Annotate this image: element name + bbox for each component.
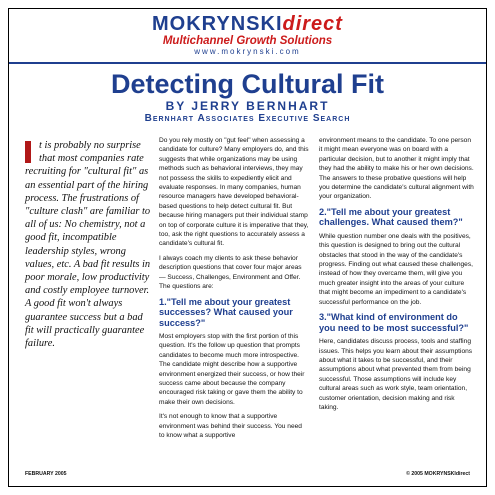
article-column-1 xyxy=(159,136,309,445)
article-company: Bernhart Associates Executive Search xyxy=(144,113,351,124)
question-2-heading: 2."Tell me about your greatest challenges. What caused them?" xyxy=(319,206,463,228)
col1-paragraph-1: Do you rely mostly on "gut feel" when assessing a candidate for culture? Many employers do, and this suggests that while organizations may be using methods such as behavioral interviews, they may not possess the skills to expediently elicit and evaluate responses. In many companies, human resource managers have developed behavioral-based questions to help detect cultural fit. But because hiring managers put their individual stamp on top of corporate culture it is imperative that they, too, ask the right questions to accurately assess a candidate's cultural fit. xyxy=(159,137,309,248)
brand-name-part1: MOKRYNSKI xyxy=(152,13,283,35)
masthead-divider xyxy=(9,62,486,64)
col2-paragraph-1: environment means to the candidate. To one person it might mean everyone was on board with a particular decision, but to another it might imply that they had the ability to make his or her own decisions. The answers to these probative questions will help you determine the candidate's cultural alignment with your organization. xyxy=(319,137,474,201)
col2-paragraph-2: While question number one deals with the positives, this question is designed to bring out the cultural obstacles that stood in the way of the candidate's progress. Finding out what caused these challenges, instead of how they overcame them, will give you much greater insight into the areas of your culture that might become an impediment to a candidate's successful performance on the job. xyxy=(319,232,473,306)
article-byline: BY JERRY BERNHART xyxy=(165,99,330,113)
question-3-heading: 3."What kind of environment do you need to be most successful?" xyxy=(319,312,469,333)
pull-quote-text: t is probably no surprise that most companies rate recruiting for "cultural fit" as an essential part of the hiring process. The frustrations of "culture clash" are familiar to all of us: No chemistry, not a good fit, incompatible leadership styles, wrong values, etc. A bad fit results in poor morale, low productivity and costly employee turnover. A good fit won't always guarantee success but a bad fit will practically guarantee failure. xyxy=(25,140,151,350)
footer-copyright: © 2005 MOKRYNSKIdirect xyxy=(406,471,470,477)
drop-cap-bar xyxy=(25,141,31,163)
pull-quote xyxy=(25,139,151,350)
col1-paragraph-4: It's not enough to know that a supportive environment was behind their success. You need to know what a supportive xyxy=(159,413,302,440)
brand-logo xyxy=(9,13,486,35)
article-title: Detecting Cultural Fit xyxy=(110,69,384,99)
col1-paragraph-2: I always coach my clients to ask these behavior description questions that cover four major areas — Success, Challenges, Environment and Offer. The questions are: xyxy=(159,254,302,291)
newsletter-page xyxy=(8,8,487,487)
col2-paragraph-3: Here, candidates discuss process, tools and staffing issues. This helps you learn about their assumptions about what it takes to be successful, and their assumptions about what prevented them from being successful. Those assumptions will include key cultural areas such as work style, team orientation, customer orientation, decision making and risk taking. xyxy=(319,338,473,411)
footer-date: FEBRUARY 2005 xyxy=(25,471,67,477)
col1-paragraph-3: Most employers stop with the first portion of this question. It's the follow up question that prompts candidates to become much more introspective. The candidate might describe how a supportive environment energized their success, or how their success came about because the company encouraged risk taking or gave them the ability to make their own decisions. xyxy=(159,333,305,406)
article-column-2 xyxy=(319,136,475,417)
question-1-heading: 1."Tell me about your greatest successes? What caused your success?" xyxy=(159,296,293,328)
tagline: Multichannel Growth Solutions xyxy=(162,35,333,47)
masthead xyxy=(9,13,486,57)
brand-name-part2: direct xyxy=(282,13,343,35)
website-link[interactable]: www.mokrynski.com xyxy=(194,47,301,56)
